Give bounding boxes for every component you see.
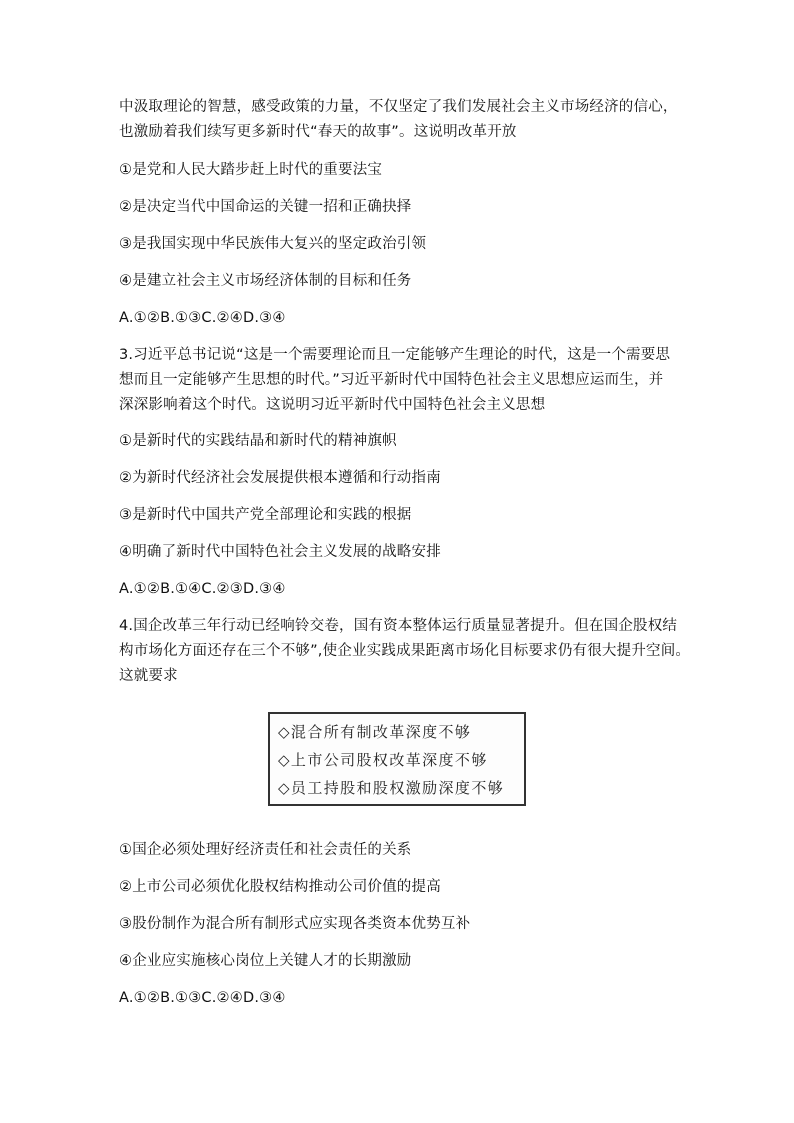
q2-answer-choices: A.①②B.①③C.②④D.③④ xyxy=(119,310,286,326)
q3-option-4: ④明确了新时代中国特色社会主义发展的战略安排 xyxy=(119,544,441,560)
q4-option-3: ③股份制作为混合所有制形式应实现各类资本优势互补 xyxy=(119,916,471,932)
q4-answer-choices: A.①②B.①③C.②④D.③④ xyxy=(119,990,286,1006)
q3-answer-choices: A.①②B.①④C.②③D.③④ xyxy=(119,581,286,597)
q3-option-3: ③是新时代中国共产党全部理论和实践的根据 xyxy=(119,507,412,523)
q4-box-item-2: ◇上市公司股权改革深度不够 xyxy=(278,751,488,769)
q4-box-item-1: ◇混合所有制改革深度不够 xyxy=(278,723,472,741)
q3-stem-line-2: 想而且一定能够产生思想的时代。”习近平新时代中国特色社会主义思想应运而生，并 xyxy=(119,372,664,388)
q4-material-box xyxy=(268,712,526,806)
q4-box-item-3: ◇员工持股和股权激励深度不够 xyxy=(278,779,505,797)
q3-option-1: ①是新时代的实践结晶和新时代的精神旗帜 xyxy=(119,433,397,449)
q2-option-2: ②是决定当代中国命运的关键一招和正确抉择 xyxy=(119,199,412,215)
q2-stem-line-1: 中汲取理论的智慧，感受政策的力量，不仅坚定了我们发展社会主义市场经济的信心， xyxy=(119,99,678,115)
q4-stem-line-3: 这就要求 xyxy=(119,668,178,684)
q2-option-4: ④是建立社会主义市场经济体制的目标和任务 xyxy=(119,273,412,289)
q3-stem-line-1: 3.习近平总书记说“这是一个需要理论而且一定能够产生理论的时代，这是一个需要思 xyxy=(119,347,671,363)
q4-option-2: ②上市公司必须优化股权结构推动公司价值的提高 xyxy=(119,879,441,895)
q4-option-4: ④企业应实施核心岗位上关键人才的长期激励 xyxy=(119,953,412,969)
q3-option-2: ②为新时代经济社会发展提供根本遵循和行动指南 xyxy=(119,470,441,486)
q2-option-1: ①是党和人民大踏步赶上时代的重要法宝 xyxy=(119,162,383,178)
q2-stem-line-2: 也激励着我们续写更多新时代“春天的故事”。这说明改革开放 xyxy=(119,124,517,140)
q4-stem-line-2: 构市场化方面还存在三个不够”,使企业实践成果距离市场化目标要求仍有很大提升空间。 xyxy=(119,643,691,659)
q4-option-1: ①国企必须处理好经济责任和社会责任的关系 xyxy=(119,842,412,858)
q4-stem-line-1: 4.国企改革三年行动已经响铃交卷，国有资本整体运行质量显著提升。但在国企股权结 xyxy=(119,618,678,634)
q2-option-3: ③是我国实现中华民族伟大复兴的坚定政治引领 xyxy=(119,236,427,252)
q3-stem-line-3: 深深影响着这个时代。这说明习近平新时代中国特色社会主义思想 xyxy=(119,397,546,413)
